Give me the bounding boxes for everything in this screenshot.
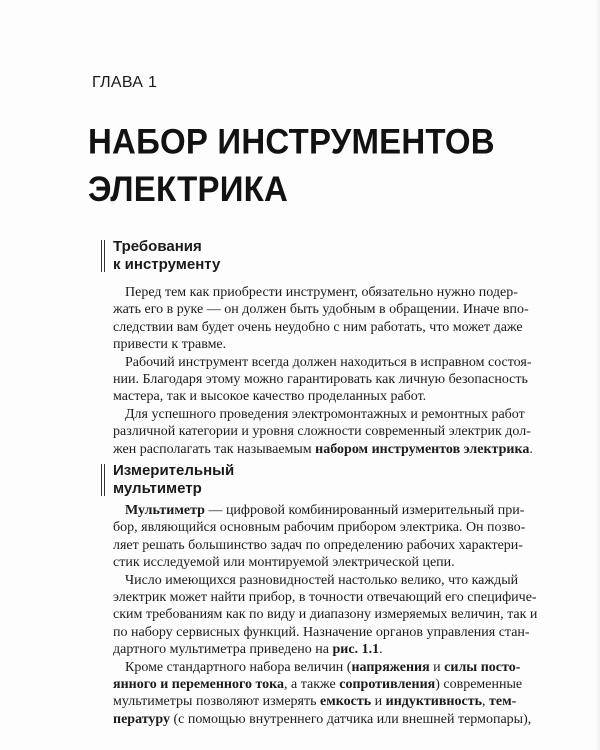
section-body-multimeter <box>113 502 538 728</box>
text-line: Рабочий инструмент всегда должен находиться в исправном состоя- <box>125 354 532 370</box>
text-line: бор, являющийся основным рабочим прибором электрика. Он позво- <box>113 520 526 536</box>
section-heading-line: Измерительный <box>113 462 235 479</box>
section-heading-multimeter <box>101 462 234 498</box>
heading-marker <box>101 240 105 272</box>
bold-term: тем- <box>488 694 517 710</box>
text-line: Перед тем как приобрести инструмент, обязательно нужно подер- <box>125 285 518 300</box>
text-line: по набору сервисных функций. Назначение органов управления стан- <box>113 624 530 640</box>
bold-term: индуктивность <box>385 694 482 710</box>
text-run: и <box>429 659 445 675</box>
text-line: Число имеющихся разновидностей настолько велико, что каждый <box>125 572 519 588</box>
text-line: различной категории и уровня сложности современный электрик дол- <box>113 424 531 440</box>
bold-term: напряжения <box>351 659 430 675</box>
text-line <box>113 693 517 710</box>
chapter-label: ГЛАВА 1 <box>92 74 158 91</box>
chapter-title-line-1: НАБОР ИНСТРУМЕНТОВ <box>88 121 495 162</box>
text-run: , а также <box>284 677 340 693</box>
bold-term: янного и переменного тока <box>113 677 285 693</box>
page-edge-shadow <box>594 0 600 750</box>
text-run: мультиметры позволяют измерять <box>113 694 320 710</box>
bold-term: силы посто- <box>444 659 521 675</box>
figure-reference: рис. 1.1 <box>332 642 380 658</box>
text-line: следствии вам будет очень неудобно с ним работать, что может даже <box>113 319 523 335</box>
bold-term: пературу <box>113 711 170 727</box>
section-heading-requirements <box>101 238 220 274</box>
text-line: привести к травме. <box>113 337 227 353</box>
text-line <box>113 502 525 519</box>
section-heading-line: мультиметр <box>113 480 202 497</box>
section-body-requirements <box>113 284 533 458</box>
bold-term: Мультиметр <box>125 503 205 518</box>
heading-marker <box>101 464 105 496</box>
bold-term: емкость <box>319 694 372 710</box>
text-line <box>113 659 521 676</box>
text-line <box>113 676 523 693</box>
section-heading-line: Требования <box>113 238 202 255</box>
text-run: и <box>371 694 386 710</box>
text-line <box>113 641 517 658</box>
text-line: ским требованиям как по виду и диапазону измеряемых величин, так и <box>113 607 538 623</box>
text-run: . <box>529 441 533 457</box>
text-run: — цифровой комбинированный измерительный при- <box>204 503 525 518</box>
text-line: Для успешного проведения электромонтажных и ремонтных работ <box>125 406 525 422</box>
text-line: мастера, так и высокое качество проделанных работ. <box>113 389 427 405</box>
text-run: ) современные <box>435 677 523 693</box>
text-run: жен располагать так называемым <box>113 441 316 457</box>
text-line: нии. Благодаря этому можно гарантировать как личную безопасность <box>113 372 528 388</box>
text-line <box>113 441 533 458</box>
chapter-title <box>88 118 548 213</box>
bold-term: сопротивления <box>339 677 436 693</box>
text-run: . <box>379 642 383 658</box>
text-line: электрик может найти прибор, в точности отвечающий его специфиче- <box>113 590 537 606</box>
bold-term: набором инструментов электрика <box>315 441 530 457</box>
text-run: (с помощью внутреннего датчика или внешней термопары), <box>170 711 532 727</box>
text-run: Кроме стандартного набора величин ( <box>125 659 352 675</box>
chapter-title-line-2: ЭЛЕКТРИКА <box>88 168 289 209</box>
text-line: жать его в руке — он должен быть удобным в обращении. Иначе впо- <box>113 302 529 318</box>
text-line <box>113 711 532 728</box>
text-line: стик исследуемой или монтируемой электрической цепи. <box>113 555 455 571</box>
text-run: дартного мультиметра приведено на <box>113 642 333 658</box>
text-line: ляет решать большинство задач по определению рабочих характери- <box>113 537 523 553</box>
text-run: , <box>481 694 489 710</box>
section-heading-line: к инструменту <box>113 256 221 273</box>
